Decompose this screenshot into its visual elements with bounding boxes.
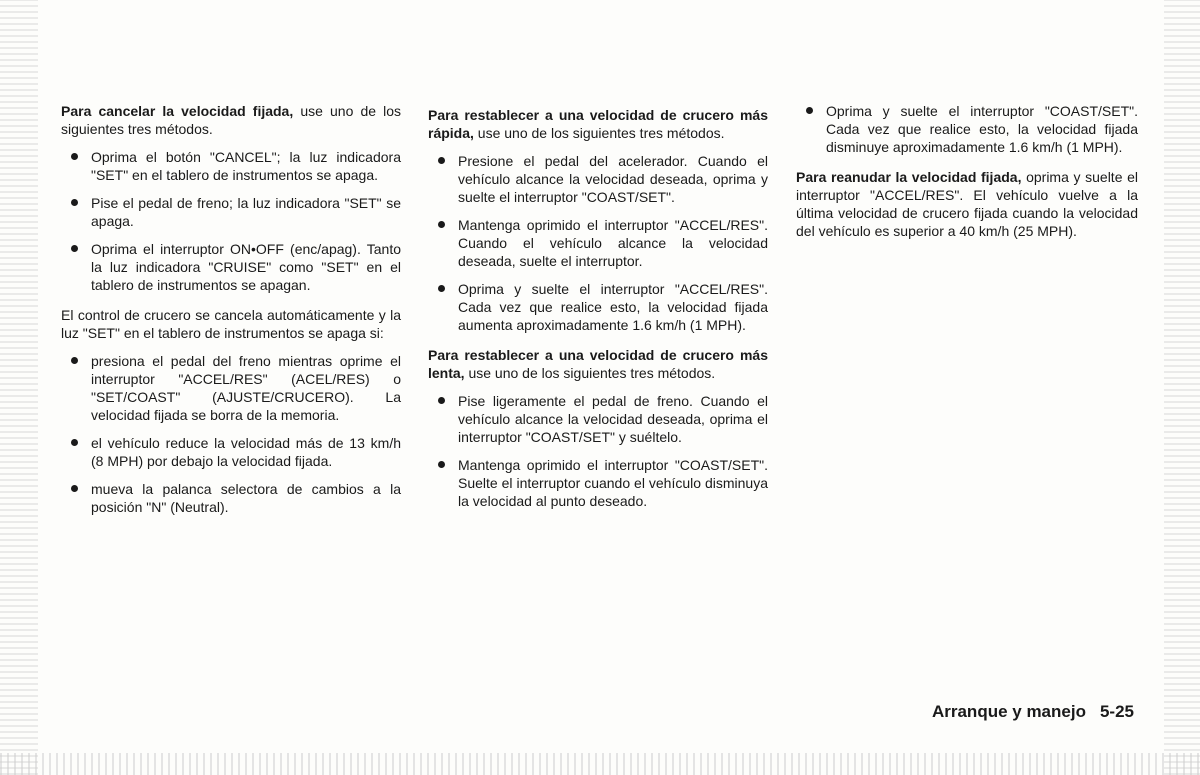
page-number: 5-25 [1099, 702, 1134, 721]
paragraph-text: use uno de los siguientes tres métodos. [464, 365, 716, 381]
paragraph-text: oprima y suelte el interruptor "ACCEL/RES". El vehículo vuelve a la última velocidad de crucero fijada cuando la velocidad del vehículo es superior a 40 km/h (25 MPH). [796, 169, 1138, 239]
paragraph-auto-cancel: El control de crucero se cancela automáticamente y la luz "SET" en el tablero de instrumentos se apaga si: [61, 307, 401, 341]
list-item: Mantenga oprimido el interruptor "ACCEL/RES". Cuando el vehículo alcance la velocidad deseada, suelte el interruptor. [428, 216, 768, 270]
scan-edge-bottom [0, 753, 1200, 775]
bullet-list-slower-methods [428, 392, 768, 510]
list-item: Oprima el botón "CANCEL"; la luz indicadora "SET" en el tablero de instrumentos se apaga. [61, 148, 401, 184]
bullet-list-cancel-methods [61, 148, 401, 294]
scan-edge-left [0, 0, 38, 775]
scan-edge-right [1164, 0, 1200, 775]
paragraph-text: use uno de los siguientes tres métodos. [473, 125, 725, 141]
heading-cancel: Para cancelar la velocidad fijada, [61, 103, 294, 119]
list-item: Presione el pedal del acelerador. Cuando el vehículo alcance la velocidad deseada, oprima y suelte el interruptor "COAST/SET". [428, 152, 768, 206]
bullet-list-auto-cancel [61, 352, 401, 516]
list-item: mueva la palanca selectora de cambios a la posición "N" (Neutral). [61, 480, 401, 516]
list-item: Pise el pedal de freno; la luz indicadora "SET" se apaga. [61, 194, 401, 230]
column-3 [796, 102, 1138, 250]
heading-faster: Para restablecer a una velocidad de crucero más rápida, [428, 107, 768, 141]
page-footer [932, 702, 1134, 722]
list-item: Oprima y suelte el interruptor "COAST/SET". Cada vez que realice esto, la velocidad fijada disminuye aproximadamente 1.6 km/h (1 MPH). [796, 102, 1138, 156]
section-title: Arranque y manejo [931, 702, 1086, 721]
paragraph-slower-intro [428, 346, 768, 382]
bullet-list-faster-methods [428, 152, 768, 334]
paragraph-text: use uno de los siguientes tres métodos. [61, 103, 401, 137]
column-2 [428, 106, 768, 522]
paragraph-resume [796, 168, 1138, 240]
list-item: Pise ligeramente el pedal de freno. Cuando el vehículo alcance la velocidad deseada, oprima el interruptor "COAST/SET" y suéltelo. [428, 392, 768, 446]
list-item: Mantenga oprimido el interruptor "COAST/SET". Suelte el interruptor cuando el vehículo disminuya la velocidad al punto deseado. [428, 456, 768, 510]
list-item: Oprima el interruptor ON•OFF (enc/apag). Tanto la luz indicadora "CRUISE" como "SET" en el tablero de instrumentos se apagan. [61, 240, 401, 294]
list-item: Oprima y suelte el interruptor "ACCEL/RES". Cada vez que realice esto, la velocidad fijada aumenta aproximadamente 1.6 km/h (1 MPH). [428, 280, 768, 334]
heading-slower: Para restablecer a una velocidad de crucero más lenta, [428, 347, 768, 381]
list-item: el vehículo reduce la velocidad más de 13 km/h (8 MPH) por debajo la velocidad fijada. [61, 434, 401, 470]
list-item: presiona el pedal del freno mientras oprime el interruptor "ACCEL/RES" (ACEL/RES) o "SET/COAST" (AJUSTE/CRUCERO). La velocidad fijada se borra de la memoria. [61, 352, 401, 424]
heading-resume: Para reanudar la velocidad fijada, [796, 169, 1022, 185]
bullet-list-slower-continued [796, 102, 1138, 156]
paragraph-cancel-intro [61, 102, 401, 138]
paragraph-faster-intro [428, 106, 768, 142]
column-1 [61, 102, 401, 528]
